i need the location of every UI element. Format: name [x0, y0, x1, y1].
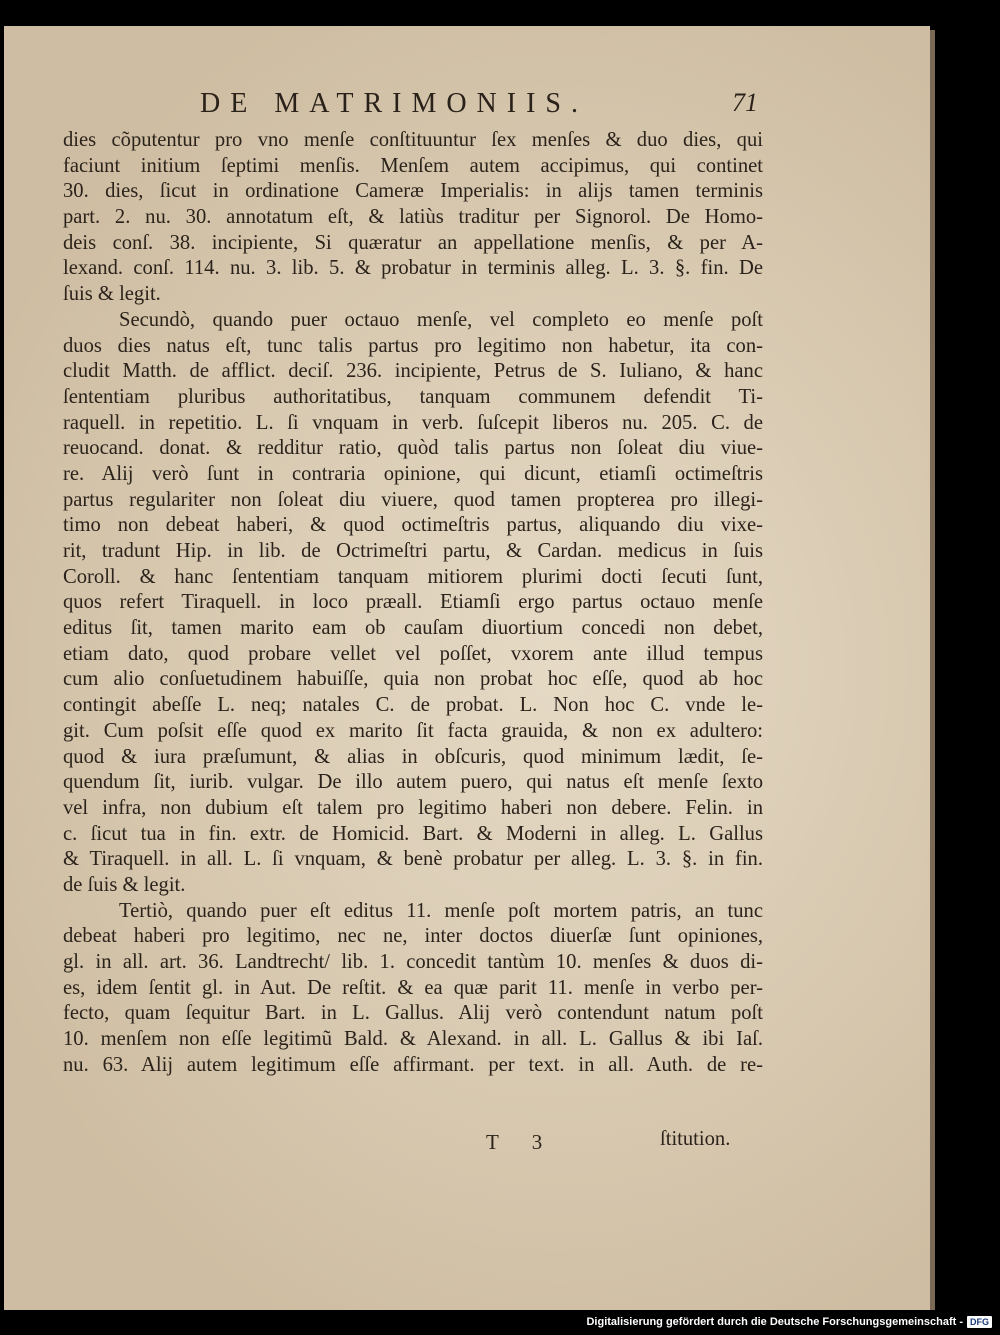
running-title: DE MATRIMONIIS.	[200, 88, 588, 119]
text-line: reuocand. donat. & redditur ratio, quòd talis partus non ſoleat diu viue-	[63, 437, 763, 460]
text-line: partus regulariter non ſoleat diu viuere, quod tamen propterea pro illegi-	[63, 488, 763, 511]
text-line: de ſuis & legit.	[63, 873, 186, 896]
signature-mark: T 3	[486, 1130, 557, 1154]
text-line: ſententiam pluribus authoritatibus, tanquam communem defendit Ti-	[63, 385, 763, 408]
folio-number: 71	[732, 88, 758, 117]
text-line: rit, tradunt Hip. in lib. de Octrimeſtri partu, & Cardan. medicus in ſuis	[63, 540, 763, 562]
footer-text: Digitalisierung gefördert durch die Deutsche Forschungsgemeinschaft -	[586, 1316, 963, 1328]
text-line: re. Alij verò ſunt in contraria opinione, qui dicunt, etiamſi octimeſtris	[63, 462, 763, 485]
text-line: quod & iura præſumunt, & alias in obſcuris, quod minimum lædit, ſe-	[63, 745, 763, 768]
text-line: duos dies natus eſt, tunc talis partus pro legitimo non habetur, ita con-	[63, 334, 763, 357]
digitization-footer	[586, 1316, 992, 1328]
body-text	[63, 128, 763, 1078]
text-line: contingit abeſſe L. neq; natales C. de probat. L. Non hoc C. vnde le-	[63, 694, 763, 717]
page-gutter	[930, 30, 935, 1310]
text-line: etiam dato, quod probare vellet vel poſſet, vxorem ante illud tempus	[63, 642, 763, 665]
text-line: ſuis & legit.	[63, 283, 161, 306]
text-line: nu. 63. Alij autem legitimum eſſe affirmant. per text. in all. Auth. de re-	[63, 1053, 763, 1076]
text-line: git. Cum poſsit eſſe quod ex marito ſit facta grauida, & non ex adultero:	[63, 719, 763, 742]
text-line: debeat haberi pro legitimo, nec ne, inter doctos diuerſæ ſunt opiniones,	[63, 925, 763, 948]
text-line: deis conſ. 38. incipiente, Si quæratur an appellatione menſis, & per A-	[63, 231, 763, 254]
text-line: cludit Matth. de afflict. deciſ. 236. incipiente, Petrus de S. Iuliano, & hanc	[63, 360, 763, 383]
text-line: editus ſit, tamen marito eam ob cauſam diuortium concedi non debet,	[63, 617, 763, 640]
text-line: part. 2. nu. 30. annotatum eſt, & latiùs traditur per Signorol. De Homo-	[63, 206, 763, 229]
text-line: Tertiò, quando puer eſt editus 11. menſe poſt mortem patris, an tunc	[119, 899, 763, 922]
text-line: 10. menſem non eſſe legitimũ Bald. & Alexand. in all. L. Gallus & ibi Iaſ.	[63, 1028, 763, 1051]
text-line: gl. in all. art. 36. Landtrecht/ lib. 1. concedit tantùm 10. menſes & duos di-	[63, 951, 763, 973]
text-line: 30. dies, ſicut in ordinatione Cameræ Imperialis: in alijs tamen terminis	[63, 180, 763, 203]
text-line: & Tiraquell. in all. L. ſi vnquam, & benè probatur per alleg. L. 3. §. in fin.	[63, 848, 763, 871]
text-line: dies cõputentur pro vno menſe conſtituuntur ſex menſes & duo dies, qui	[63, 129, 763, 151]
text-line: Secundò, quando puer octauo menſe, vel completo eo menſe poſt	[119, 308, 763, 331]
text-line: timo non debeat haberi, & quod octimeſtris partus, aliquando diu vixe-	[63, 514, 763, 537]
catchword: ſtitution.	[660, 1128, 731, 1150]
text-line: lexand. conſ. 114. nu. 3. lib. 5. & probatur in terminis alleg. L. 3. §. fin. De	[63, 257, 763, 280]
text-line: es, idem ſentit gl. in Aut. De reſtit. & ea quæ parit 11. menſe in verbo per-	[63, 976, 763, 999]
text-line: Coroll. & hanc ſententiam tanquam mitiorem plurimi docti ſecuti ſunt,	[63, 565, 763, 588]
text-line: quos refert Tiraquell. in loco præall. Etiamſi ergo partus octauo menſe	[63, 591, 763, 614]
text-line: raquell. in repetitio. L. ſi vnquam in verb. ſuſcepit liberos nu. 205. C. de	[63, 411, 763, 434]
text-line: cum alio conſuetudinem habuiſſe, quia non probat hoc eſſe, quod ab hoc	[63, 668, 763, 691]
text-line: faciunt initium ſeptimi menſis. Menſem autem accipimus, qui continet	[63, 154, 763, 177]
text-line: c. ſicut tua in fin. extr. de Homicid. Bart. & Moderni in alleg. L. Gallus	[63, 822, 763, 845]
dfg-logo-icon: DFG	[967, 1316, 992, 1328]
text-line: vel infra, non dubium eſt talem pro legitimo haberi non debere. Felin. in	[63, 796, 763, 819]
text-line: quendum ſit, iurib. vulgar. De illo autem puero, qui natus eſt menſe ſexto	[63, 771, 763, 794]
text-line: fecto, quam ſequitur Bart. in L. Gallus. Alij verò contendunt natum poſt	[63, 1002, 763, 1025]
